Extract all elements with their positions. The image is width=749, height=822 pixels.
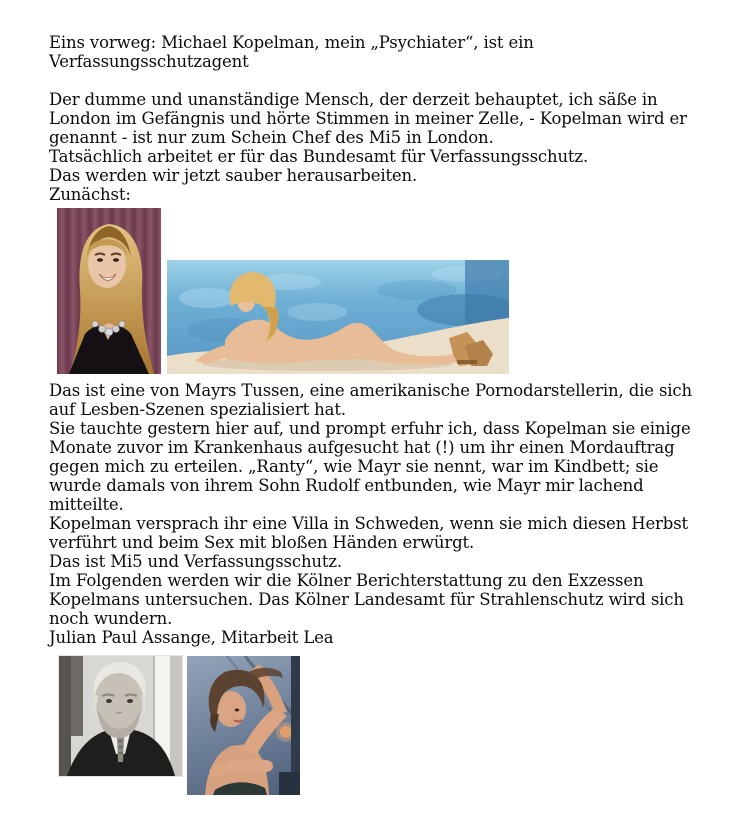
text-line: Zunächst: [49, 185, 131, 204]
text-line: Im Folgenden werden wir die Kölner Berichterstattung zu den Exzessen [49, 571, 644, 590]
text-line: Das ist Mi5 und Verfassungsschutz. [49, 552, 343, 571]
text-line: wurde damals von ihrem Sohn Rudolf entbunden, wie Mayr mir lachend [49, 476, 644, 495]
text-line: mitteilte. [49, 495, 124, 514]
text-line: Das ist eine von Mayrs Tussen, eine amerikanische Pornodarstellerin, die sich [49, 381, 692, 400]
text-line: Tatsächlich arbeitet er für das Bundesamt für Verfassungsschutz. [49, 147, 589, 166]
julian-assange-art [59, 656, 182, 776]
text-line: Sie tauchte gestern hier auf, und prompt erfuhr ich, dass Kopelman sie einige [49, 419, 691, 438]
photo-row-top [57, 208, 721, 374]
text-line: auf Lesben-Szenen spezialisiert hat. [49, 400, 346, 419]
text-line: noch wundern. [49, 609, 173, 628]
text-line: Monate zuvor im Krankenhaus aufgesucht hat (!) um ihr einen Mordauftrag [49, 438, 675, 457]
text-line: Das werden wir jetzt sauber herausarbeiten. [49, 166, 418, 185]
text-line: genannt - ist nur zum Schein Chef des Mi5 in London. [49, 128, 494, 147]
text-line: Eins vorweg: Michael Kopelman, mein „Psychiater“, ist ein [49, 33, 534, 52]
photo-row-bottom [59, 656, 721, 796]
text-line: Kopelman versprach ihr eine Villa in Schweden, wenn sie mich diesen Herbst [49, 514, 689, 533]
text-line: Kopelmans untersuchen. Das Kölner Landesamt für Strahlenschutz wird sich [49, 590, 684, 609]
text-line: Verfassungsschutzagent [49, 52, 249, 71]
text-line: Der dumme und unanständige Mensch, der derzeit behauptet, ich säße in [49, 90, 658, 109]
document-content [49, 33, 721, 796]
woman-poolside-art [167, 260, 509, 374]
text-line: gegen mich zu erteilen. „Ranty“, wie Mayr sie nennt, war im Kindbett; sie [49, 457, 659, 476]
text-line: London im Gefängnis und hörte Stimmen in meiner Zelle, - Kopelman wird er [49, 109, 687, 128]
photo-blonde-woman-portrait [57, 208, 161, 374]
paragraph-spacer [49, 71, 721, 90]
photo-julian-assange [59, 656, 182, 776]
photo-short-haired-woman [187, 656, 300, 795]
text-line: Julian Paul Assange, Mitarbeit Lea [49, 628, 334, 647]
photo-woman-poolside [167, 260, 509, 374]
blonde-woman-portrait-art [57, 208, 161, 374]
short-haired-woman-art [187, 656, 300, 795]
text-line: verführt und beim Sex mit bloßen Händen erwürgt. [49, 533, 475, 552]
